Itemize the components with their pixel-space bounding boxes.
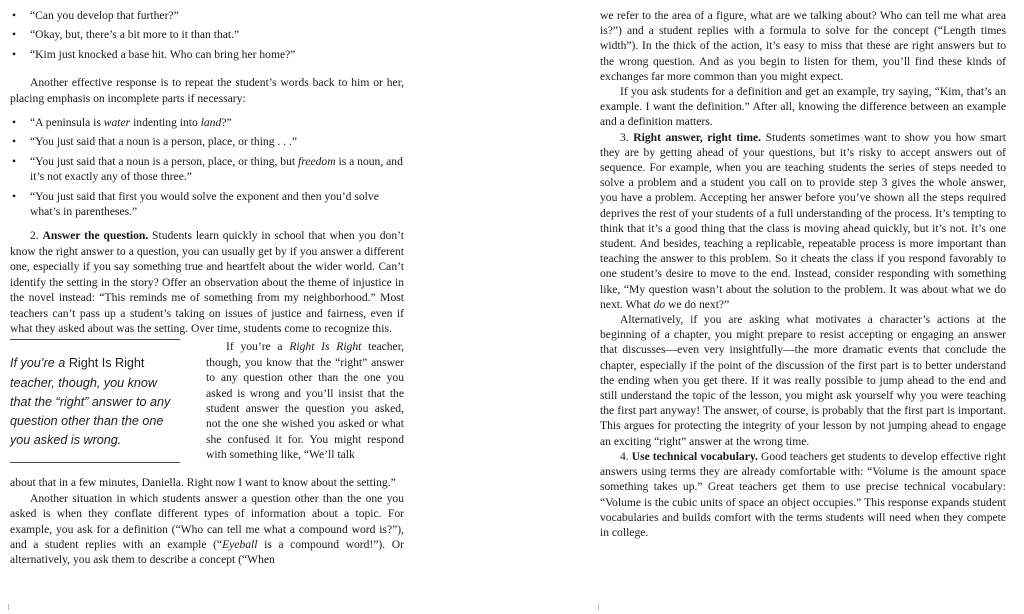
page-edge-mark: [598, 604, 599, 610]
bullet-icon: •: [12, 28, 17, 42]
list-item: • “Okay, but, there’s a bit more to it than that.”: [12, 28, 240, 42]
pull-quote: If you’re a Right Is Right teacher, though, you know that the “right” answer to any question other than the one you asked is wrong.: [10, 339, 180, 463]
bullet-list-prompts: [10, 8, 404, 62]
paragraph-response: Another effective response is to repeat the student’s words back to him or her, placing emphasis on incomplete parts if necessary:: [10, 76, 404, 105]
list-item: • “You just said that a noun is a person, place, or thing . . .”: [12, 135, 298, 149]
paragraph-definition: If you ask students for a definition and get an example, try saying, “Kim, that’s an example. I want the definition.” After all, knowing the difference between an example and a definition matters.: [600, 85, 1006, 129]
list-item: • “Kim just knocked a base hit. Who can bring her home?”: [12, 47, 296, 61]
pull-quote-block: [10, 339, 404, 475]
right-page: [512, 0, 1024, 614]
list-item: • “Can you develop that further?”: [12, 9, 179, 22]
list-item: • “You just said that first you would solve the exponent and then you’d solve what’s in parentheses.”: [12, 189, 379, 219]
paragraph-alternatively: Alternatively, if you are asking what motivates a character’s actions at the beginning of a chapter, you might prepare to resist accepting or engaging an answer that discusses—even very insightfully—the more dramatic events that conclude the chapter, especially if the point of the discussion of the first part is to better understand the ending when you get there. If it was really possible to jump ahead to the end and still understand the topic of the lesson, you might ask yourself why you were teaching the first part anyway! The answer, of course, is probably that the first part is important. This argues for protecting the integrity of your lesson by not jumping ahead to engage an exciting “right” answer at the wrong time.: [600, 313, 1006, 448]
page-edge-mark: [8, 604, 9, 610]
paragraph-continuation: about that in a few minutes, Daniella. Right now I want to know about the setting.”: [10, 476, 396, 490]
paragraph-right-is-right: If you’re a Right Is Right teacher, though, you know that the “right” answer to any question other than the one you asked is wrong and you’ll insist that the student answer the question you asked, not the one she wished you asked or what she confused it for. You might respond with something like, “We’ll talk: [206, 340, 404, 462]
section-3-heading: Right answer, right time.: [633, 130, 762, 144]
left-column: [10, 8, 404, 568]
section-3-paragraph: 3. Right answer, right time. Students sometimes want to show you how smart they are by getting ahead of your questions, but it’s risky to accept answers out of sequence. For example, when you are teaching students the series of steps needed to solve a problem and a student you call on to provide step 3 gives the whole answer, you have a problem. Accepting her answer before you’ve shown all the steps required deprives the rest of your students of a full understanding of the process. It’s tempting to think that it’s a good thing that the class is moving ahead quickly, but it’s not. It’s one student. And besides, teaching a replicable, repeatable process is more important than teaching the answer to this problem. So it cheats the class if you respond favorably to one student’s desire to move to the end. Instead, consider responding with something like, “My question wasn’t about the solution to the problem. It was about what we do next. What do we do next?”: [600, 130, 1006, 311]
bullet-icon: •: [12, 154, 17, 168]
list-item: • “A peninsula is water indenting into land?”: [12, 116, 232, 130]
bullet-icon: •: [12, 47, 17, 61]
section-4-paragraph: 4. Use technical vocabulary. Good teachers get students to develop effective right answers using terms they are already comfortable with: “Volume is the amount space something takes up.” Great teachers get them to use precise technical vocabulary: “Volume is the cubic units of space an object occupies.” This response expands student vocabularies and builds comfort with the terms students will need when they compete in college.: [600, 449, 1007, 539]
section-2-heading: Answer the question.: [42, 229, 149, 243]
section-2-paragraph: 2. Answer the question. Students learn quickly in school that when you don’t know the right answer to a question, you can usually get by if you answer a different one, especially if you say something true and heartfelt about the wider world. Can’t identify the setting in the story? Offer an observation about the theme of injustice in the novel instead: “This reminds me of something from my neighborhood.” Most teachers can’t pass up a student’s taking on issues of justice and fairness, even if what they asked about was the setting. Over time, students come to recognize this.: [10, 229, 404, 335]
paragraph-another-situation: Another situation in which students answer a question other than the one you asked is when they conflate different types of information about a topic. For example, you ask for a definition (“Who can tell me what a compound word is?”), and a student replies with an example (“Eyeball is a compound word!”). Or alternatively, you ask them to describe a concept (“When: [10, 491, 404, 567]
bullet-icon: •: [12, 189, 17, 203]
bullet-icon: •: [12, 116, 17, 130]
bullet-icon: •: [12, 9, 17, 22]
bullet-icon: •: [12, 135, 17, 149]
right-column: [600, 8, 1006, 540]
section-4-heading: Use technical vocabulary.: [631, 449, 758, 463]
paragraph-area: we refer to the area of a figure, what are we talking about? Who can tell me what area is?”) and a student replies with a formula to solve for the concept (“Length times width”). In the thick of the action, it’s easy to miss that these are right answers but to the wrong question. And as you begin to listen for them, you’ll find these kinds of exchanges far more common than you might expect.: [600, 9, 1006, 83]
bullet-list-repeat: [10, 115, 404, 219]
list-item: • “You just said that a noun is a person, place, or thing, but freedom is a noun, and it’s not exactly any of those three.”: [12, 154, 403, 184]
